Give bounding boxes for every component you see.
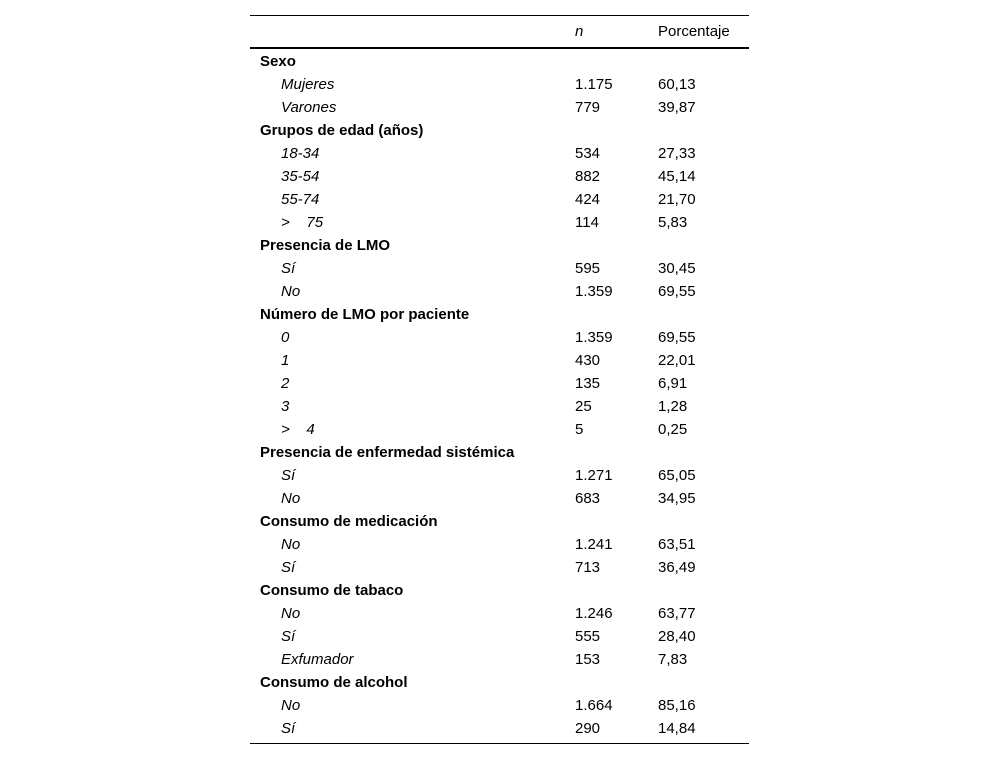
table-row [250, 73, 749, 96]
table-row [250, 556, 749, 579]
percentage-cell: 6,91 [658, 375, 688, 392]
row-label-cell: 1 [281, 352, 290, 369]
group-label-cell: Consumo de alcohol [260, 674, 408, 691]
row-label-cell: Sí [281, 559, 296, 576]
table-row [250, 648, 749, 671]
group-label-cell: Grupos de edad (años) [260, 122, 424, 139]
percentage-cell: 28,40 [658, 628, 696, 645]
percentage-cell: 30,45 [658, 260, 696, 277]
row-label-cell: No [281, 605, 301, 622]
n-cell: 555 [575, 628, 601, 645]
row-label-cell: Varones [281, 99, 337, 116]
n-cell: 135 [575, 375, 601, 392]
group-label-cell: Presencia de enfermedad sistémica [260, 444, 515, 461]
percentage-cell: 85,16 [658, 697, 696, 714]
n-cell: 1.241 [575, 536, 613, 553]
n-cell: 683 [575, 490, 601, 507]
percentage-cell: 60,13 [658, 76, 696, 93]
percentage-cell: 5,83 [658, 214, 688, 231]
row-label-cell: Sí [281, 720, 296, 737]
table-row [250, 96, 749, 119]
percentage-cell: 14,84 [658, 720, 696, 737]
row-label-cell: No [281, 283, 301, 300]
row-label-cell: Sí [281, 628, 296, 645]
percentage-cell: 21,70 [658, 191, 696, 208]
n-cell: 430 [575, 352, 601, 369]
row-label-cell: 2 [281, 375, 290, 392]
table-group-row [250, 510, 749, 533]
table-row [250, 395, 749, 418]
percentage-cell: 63,77 [658, 605, 696, 622]
row-label-cell: Sí [281, 467, 296, 484]
row-label-cell: 35-54 [281, 168, 320, 185]
data-table [250, 15, 749, 744]
row-label-cell: Mujeres [281, 76, 335, 93]
percentage-cell: 45,14 [658, 168, 696, 185]
n-cell: 153 [575, 651, 601, 668]
percentage-cell: 0,25 [658, 421, 688, 438]
table-body [250, 49, 749, 743]
group-label-cell: Consumo de medicación [260, 513, 438, 530]
table-row [250, 188, 749, 211]
row-label-cell: 3 [281, 398, 290, 415]
n-cell: 1.246 [575, 605, 613, 622]
percentage-cell: 27,33 [658, 145, 696, 162]
table-group-row [250, 234, 749, 257]
n-cell: 1.271 [575, 467, 613, 484]
row-label-cell: 55-74 [281, 191, 320, 208]
group-label-cell: Número de LMO por paciente [260, 306, 470, 323]
percentage-cell: 69,55 [658, 329, 696, 346]
table-group-row [250, 441, 749, 464]
table-row [250, 533, 749, 556]
table-bottom-rule [250, 743, 749, 744]
table-row [250, 602, 749, 625]
table-row [250, 142, 749, 165]
row-label-cell: No [281, 490, 301, 507]
n-cell: 713 [575, 559, 601, 576]
percentage-cell: 1,28 [658, 398, 688, 415]
row-label-cell: Sí [281, 260, 296, 277]
table-row [250, 372, 749, 395]
table-group-row [250, 50, 749, 73]
row-label-cell: No [281, 536, 301, 553]
row-label-cell: 0 [281, 329, 290, 346]
group-label-cell: Consumo de tabaco [260, 582, 404, 599]
group-label-cell: Sexo [260, 53, 296, 70]
table-group-row [250, 671, 749, 694]
percentage-cell: 39,87 [658, 99, 696, 116]
percentage-cell: 22,01 [658, 352, 696, 369]
table-row [250, 464, 749, 487]
percentage-cell: 65,05 [658, 467, 696, 484]
table-group-row [250, 579, 749, 602]
n-cell: 534 [575, 145, 601, 162]
table-row [250, 280, 749, 303]
table-row [250, 326, 749, 349]
percentage-cell: 7,83 [658, 651, 688, 668]
table-row [250, 625, 749, 648]
table-row [250, 487, 749, 510]
n-cell: 1.359 [575, 283, 613, 300]
percentage-cell: 34,95 [658, 490, 696, 507]
table-row [250, 165, 749, 188]
percentage-cell: 63,51 [658, 536, 696, 553]
header-percentage-cell: Porcentaje [658, 23, 730, 40]
n-cell: 595 [575, 260, 601, 277]
table-row [250, 717, 749, 740]
n-cell: 290 [575, 720, 601, 737]
row-label-cell: > 4 [281, 421, 315, 438]
n-cell: 5 [575, 421, 584, 438]
table-row [250, 211, 749, 234]
n-cell: 114 [575, 214, 599, 231]
n-cell: 882 [575, 168, 601, 185]
table-row [250, 418, 749, 441]
n-cell: 1.359 [575, 329, 613, 346]
n-cell: 424 [575, 191, 601, 208]
table-header-row [250, 16, 749, 47]
header-n-cell: n [575, 23, 584, 40]
row-label-cell: > 75 [281, 214, 324, 231]
table-group-row [250, 303, 749, 326]
n-cell: 1.175 [575, 76, 613, 93]
row-label-cell: 18-34 [281, 145, 320, 162]
table-group-row [250, 119, 749, 142]
row-label-cell: No [281, 697, 301, 714]
percentage-cell: 69,55 [658, 283, 696, 300]
row-label-cell: Exfumador [281, 651, 354, 668]
table-row [250, 694, 749, 717]
table-row [250, 349, 749, 372]
n-cell: 1.664 [575, 697, 613, 714]
group-label-cell: Presencia de LMO [260, 237, 391, 254]
n-cell: 779 [575, 99, 601, 116]
percentage-cell: 36,49 [658, 559, 696, 576]
n-cell: 25 [575, 398, 592, 415]
table-row [250, 257, 749, 280]
